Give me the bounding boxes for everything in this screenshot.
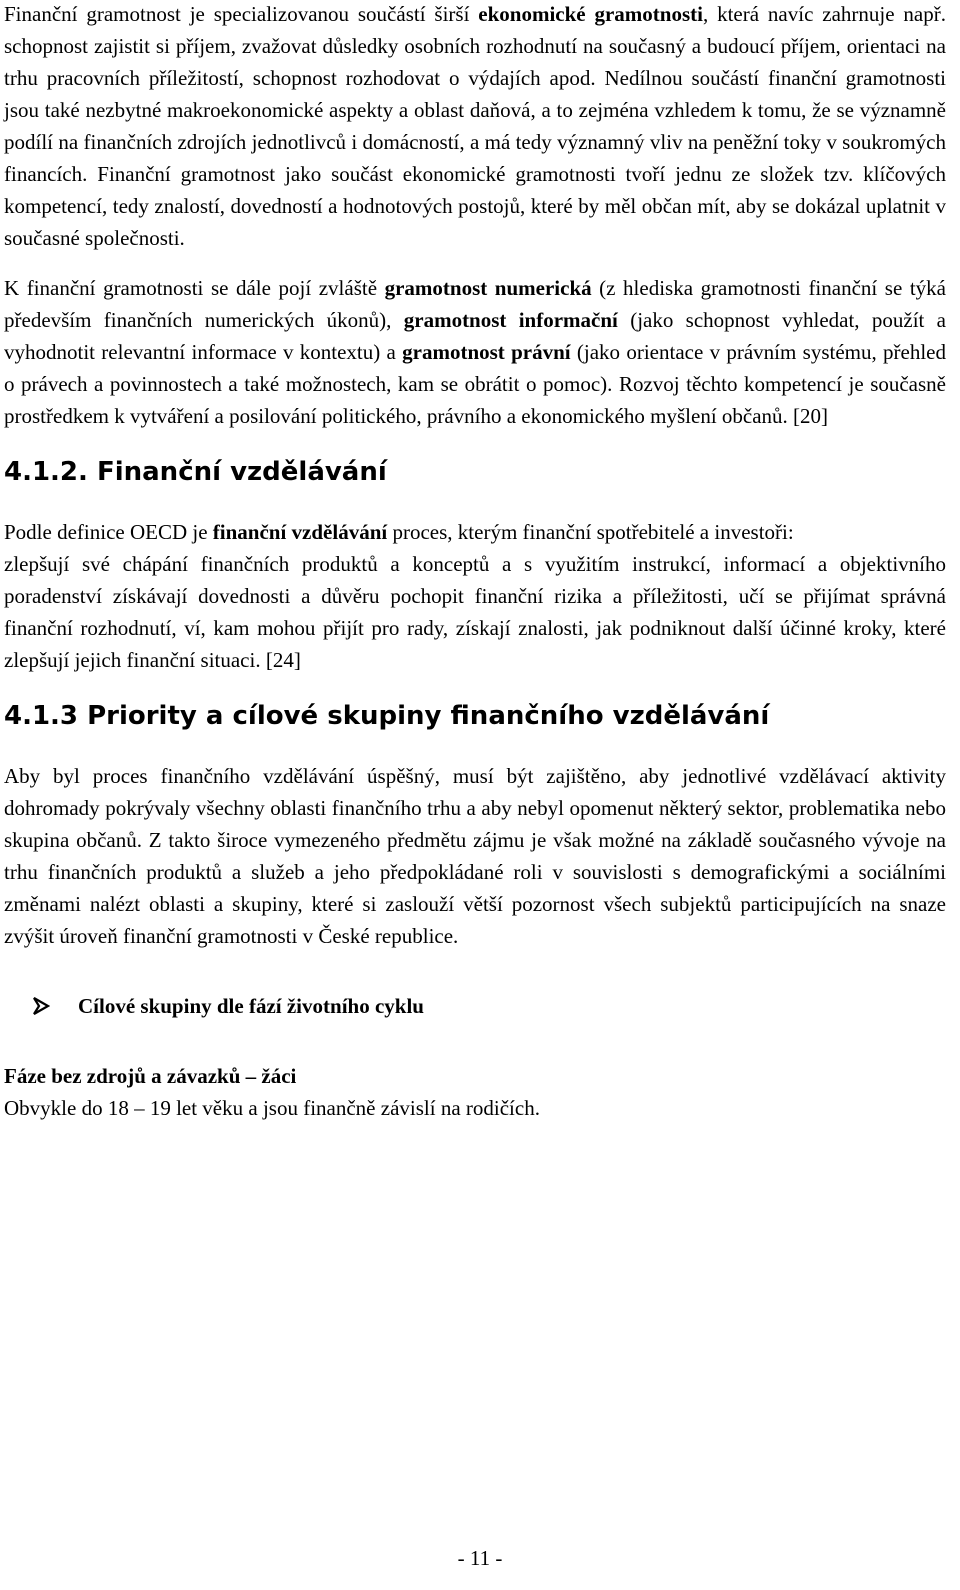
bold-term-information-literacy: gramotnost informační (403, 308, 618, 332)
arrowhead-bullet-icon (4, 997, 78, 1015)
section-heading-priorities: 4.1.3 Priority a cílové skupiny finančního vzdělávání (4, 701, 770, 731)
document-page (4, 0, 946, 1590)
paragraph-oecd-definition (4, 516, 946, 548)
section-heading-financial-education: 4.1.2. Finanční vzdělávání (4, 457, 387, 487)
text-run: (jako orientace v právním systému, přehled o právech a povinnostech a také možnostech, kam se obrátit o pomoc). Rozvoj těchto kompetencí je současně prostředkem k vytváření a posilování politického, právního a ekonomického myšlení občanů. [20] (4, 340, 946, 428)
bold-term-financial-education: finanční vzdělávání (212, 520, 388, 544)
text-run: K finanční gramotnosti se dále pojí zvláště (4, 276, 385, 300)
paragraph-priorities: Aby byl proces finančního vzdělávání úspěšný, musí být zajištěno, aby jednotlivé vzdělávací aktivity dohromady pokrývaly všechny oblasti finančního trhu a aby nebyl opomenut některý sektor, problematika nebo skupina občanů. Z takto široce vymezeného předmětu zájmu je však možné na základě současného vývoje na trhu finančních produktů a služeb a jeho předpokládané roli v souvislosti s demografickými a sociálními změnami nalézt oblasti a skupiny, které si zaslouží větší pozornost všech subjektů participujících na snaze zvýšit úroveň finanční gramotnosti v České republice. (4, 764, 946, 948)
text-run: , která navíc zahrnuje např. schopnost zajistit si příjem, zvažovat důsledky osobních rozhodnutí na současný a budoucí příjem, orientaci na trhu pracovních příležitostí, schopnost rozhodovat o výdajích apod. Nedílnou součástí finanční gramotnosti jsou také nezbytné makroekonomické aspekty a oblast daňová, a to zejména vzhledem k tomu, že se významně podílí na finančních zdrojích jednotlivců i domácností, a má tedy významný vliv na peněžní toky v soukromých financích. Finanční gramotnost jako součást ekonomické gramotnosti tvoří jednu ze složek tzv. klíčových kompetencí, tedy znalostí, dovedností a hodnotových postojů, které by měl občan mít, aby se dokázal uplatnit v současné společnosti. (4, 2, 946, 250)
text-run: Finanční gramotnost je specializovanou součástí širší (4, 2, 479, 26)
bold-term-numerical-literacy: gramotnost numerická (384, 276, 592, 300)
text-run: proces, kterým finanční spotřebitelé a investoři: (387, 520, 794, 544)
subsection-title-pupils: Fáze bez zdrojů a závazků – žáci (4, 1064, 297, 1088)
bullet-target-groups (4, 990, 946, 1022)
bullet-text: Cílové skupiny dle fází životního cyklu (78, 994, 424, 1018)
text-run: (z hlediska gramotnosti finanční se týká především finančních numerických úkonů), (4, 276, 946, 332)
bold-term-legal-literacy: gramotnost právní (402, 340, 571, 364)
bold-term-economic-literacy: ekonomické gramotnosti (478, 2, 703, 26)
paragraph-financial-literacy (4, 0, 946, 254)
paragraph-oecd-definition-continued: zlepšují své chápání finančních produktů a konceptů a s využitím instrukcí, informací a objektivního poradenství získávají dovednosti a důvěru pochopit finanční rizika a příležitosti, učí se přijímat správná finanční rozhodnutí, ví, kam mohou přijít pro rady, získají znalosti, jak podniknout další účinné kroky, které zlepšují jejich finanční situaci. [24] (4, 552, 946, 672)
text-run: Podle definice OECD je (4, 520, 213, 544)
page-number: - 11 - (457, 1546, 503, 1570)
text-run: (jako schopnost vyhledat, použít a vyhodnotit relevantní informace v kontextu) a (4, 308, 947, 364)
paragraph-related-literacies (4, 272, 946, 432)
subsection-text-pupils: Obvykle do 18 – 19 let věku a jsou finančně závislí na rodičích. (4, 1096, 540, 1120)
